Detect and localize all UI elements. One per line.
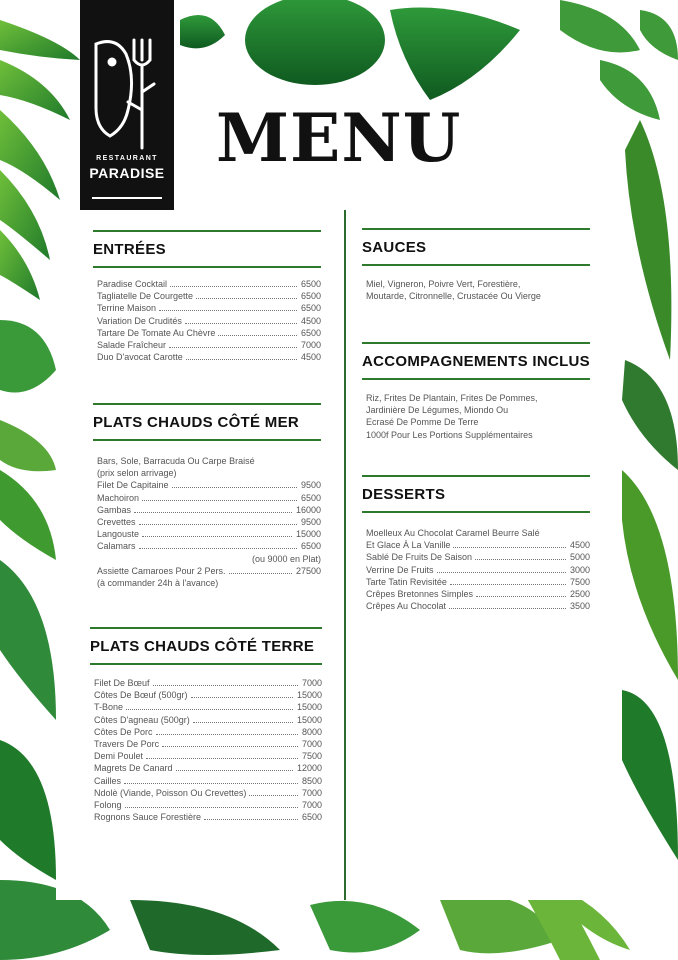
section-cote-mer [93, 403, 321, 589]
accomp-text-line: 1000f Pour Les Portions Supplémentaires [366, 429, 533, 440]
menu-item: Machoiron 6500 [97, 492, 321, 503]
section-rule [362, 511, 590, 513]
menu-item: Paradise Cocktail 6500 [97, 279, 321, 289]
section-title: PLATS CHAUDS CÔTÉ MER [93, 414, 300, 431]
menu-item: Crêpes Au Chocolat 3500 [366, 601, 590, 612]
menu-item: Tartare De Tomate Au Chèvre 6500 [97, 327, 321, 338]
menu-item: Bars, Sole, Barracuda Ou Carpe Braisé [97, 456, 255, 466]
menu-item: Crevettes 9500 [97, 516, 321, 527]
section-title: DESSERTS [362, 486, 446, 503]
section-entrees [93, 230, 321, 363]
section-rule [93, 266, 321, 268]
menu-item: Calamars 6500 [97, 541, 321, 552]
menu-item: Langouste 15000 [97, 529, 321, 540]
menu-item-note: (ou 9000 en Plat) [251, 553, 321, 564]
section-accompagnements [362, 342, 590, 441]
menu-item: Filet De Bœuf 7000 [94, 678, 322, 688]
accomp-text-line: Ecrasé De Pomme De Terre [366, 417, 479, 428]
section-title: PLATS CHAUDS CÔTÉ TERRE [90, 638, 315, 655]
menu-item: Assiette Camaroes Pour 2 Pers. 27500 [97, 565, 321, 576]
menu-item: Filet De Capitaine 9500 [97, 480, 321, 491]
section-cote-terre [90, 627, 322, 823]
menu-item: Salade Fraîcheur 7000 [97, 339, 321, 350]
menu-item: Côtes D'agneau (500gr) 15000 [94, 714, 322, 725]
logo-tagline: RESTAURANT [96, 155, 158, 162]
accomp-text-line: Jardinière De Légumes, Miondo Ou [366, 405, 509, 416]
menu-item: Et Glace À La Vanille 4500 [366, 540, 590, 551]
menu-item: Variation De Crudités 4500 [97, 315, 321, 326]
menu-item: Demi Poulet 7500 [94, 751, 322, 762]
section-title: ENTRÉES [93, 241, 166, 258]
column-divider [344, 210, 346, 900]
logo-name: PARADISE [89, 165, 165, 181]
bird-fork-logo-icon [88, 32, 166, 150]
section-rule [362, 264, 590, 266]
menu-item: Verrine De Fruits 3000 [366, 564, 590, 575]
menu-item-note: (à commander 24h à l'avance) [97, 577, 219, 588]
sauces-text-line: Moutarde, Citronnelle, Crustacée Ou Vierge [366, 291, 541, 302]
menu-item: Folong 7000 [94, 799, 322, 810]
section-desserts [362, 475, 590, 612]
section-rule [362, 378, 590, 380]
menu-item: Sablé De Fruits De Saison 5000 [366, 552, 590, 563]
logo-underline [92, 197, 162, 199]
menu-item: Ndolè (Viande, Poisson Ou Crevettes) 7000 [94, 787, 322, 798]
menu-item: Côtes De Bœuf (500gr) 15000 [94, 690, 322, 701]
sauces-text-line: Miel, Vigneron, Poivre Vert, Forestière, [366, 279, 521, 289]
menu-item: Rognons Sauce Forestière 6500 [94, 812, 322, 823]
section-title: ACCOMPAGNEMENTS INCLUS [362, 353, 590, 370]
menu-item: Duo D'avocat Carotte 4500 [97, 352, 321, 363]
menu-item: Travers De Porc 7000 [94, 738, 322, 749]
menu-item: Magrets De Canard 12000 [94, 763, 322, 774]
restaurant-logo [80, 0, 174, 210]
menu-item: Moelleux Au Chocolat Caramel Beurre Salé [366, 528, 540, 538]
accomp-text-line: Riz, Frites De Plantain, Frites De Pommes, [366, 393, 538, 403]
menu-item: Terrine Maison 6500 [97, 303, 321, 314]
section-title: SAUCES [362, 239, 427, 256]
menu-item: Cailles 8500 [94, 775, 322, 786]
menu-item-note: (prix selon arrivage) [97, 468, 177, 479]
section-rule [93, 439, 321, 441]
menu-item: Côtes De Porc 8000 [94, 726, 322, 737]
menu-item: Tarte Tatin Revisitée 7500 [366, 576, 590, 587]
menu-item: Tagliatelle De Courgette 6500 [97, 291, 321, 302]
menu-item: T-Bone 15000 [94, 702, 322, 713]
menu-item: Gambas 16000 [97, 504, 321, 515]
menu-item: Crêpes Bretonnes Simples 2500 [366, 588, 590, 599]
section-rule [90, 663, 322, 665]
page-title: MENU [216, 99, 462, 177]
section-sauces [362, 228, 590, 302]
